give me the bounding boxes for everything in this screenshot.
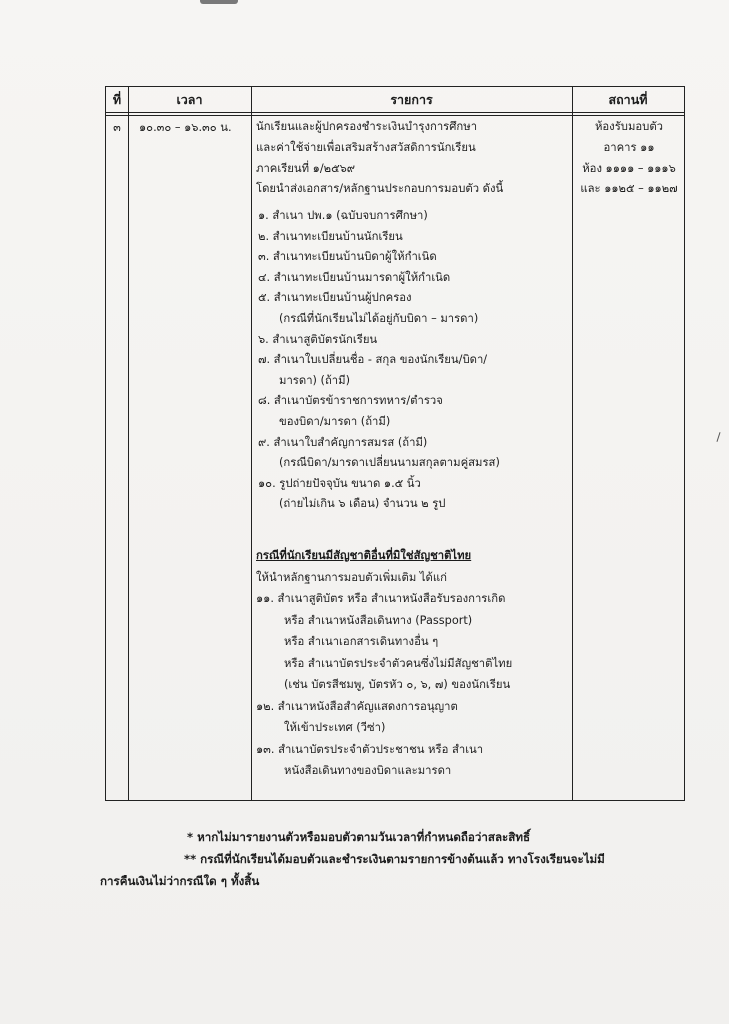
- document-item: ๓. สำเนาทะเบียนบ้านบิดาผู้ให้กำเนิด: [258, 250, 437, 264]
- header-items: รายการ: [390, 92, 433, 107]
- header-time: เวลา: [176, 92, 203, 107]
- foreign-item-cont: (เช่น บัตรสีชมพู, บัตรหัว ๐, ๖, ๗) ของนักเรียน: [284, 678, 511, 692]
- col-divider-2: [251, 87, 252, 800]
- header-place: สถานที่: [608, 92, 648, 107]
- document-item-note: (ถ่ายไม่เกิน ๖ เดือน) จำนวน ๒ รูป: [279, 497, 446, 511]
- place-line: และ ๑๑๒๕ – ๑๑๒๗: [580, 182, 678, 196]
- row-description: [256, 117, 576, 200]
- footnote-refund-cont: การคืนเงินไม่ว่ากรณีใด ๆ ทั้งสิ้น: [100, 874, 260, 888]
- foreign-item-cont: หรือ สำเนาหนังสือเดินทาง (Passport): [284, 613, 473, 627]
- document-item: ๑. สำเนา ปพ.๑ (ฉบับจบการศึกษา): [258, 209, 428, 222]
- footnotes: [100, 826, 700, 892]
- description-line: นักเรียนและผู้ปกครองชำระเงินบำรุงการศึกษา: [256, 120, 478, 133]
- document-item: ๔. สำเนาทะเบียนบ้านมารดาผู้ให้กำเนิด: [258, 270, 451, 284]
- footnote-refund: ** กรณีที่นักเรียนได้มอบตัวและชำระเงินตามรายการข้างต้นแล้ว ทางโรงเรียนจะไม่มี: [184, 852, 605, 866]
- footnote-forfeit: * หากไม่มารายงานตัวหรือมอบตัวตามวันเวลาที่กำหนดถือว่าสละสิทธิ์: [187, 830, 531, 844]
- document-item: ๒. สำเนาทะเบียนบ้านนักเรียน: [258, 229, 403, 243]
- foreign-item: ๑๑. สำเนาสูติบัตร หรือ สำเนาหนังสือรับรองการเกิด: [256, 592, 506, 606]
- schedule-table: [105, 86, 685, 801]
- foreign-student-section: [256, 546, 586, 782]
- place-line: ห้องรับมอบตัว: [594, 120, 664, 133]
- document-item-note: (กรณีที่นักเรียนไม่ได้อยู่กับบิดา – มารดา): [279, 311, 479, 325]
- document-item: ๕. สำเนาทะเบียนบ้านผู้ปกครอง: [258, 291, 412, 305]
- foreign-item-cont: หรือ สำเนาบัตรประจำตัวคนซึ่งไม่มีสัญชาติไทย: [284, 656, 513, 670]
- document-list: [256, 206, 586, 515]
- foreign-item-cont: หรือ สำเนาเอกสารเดินทางอื่น ๆ: [284, 635, 439, 649]
- document-item: ๑๐. รูปถ่ายปัจจุบัน ขนาด ๑.๕ นิ้ว: [258, 476, 421, 490]
- foreign-item-cont: หนังสือเดินทางของบิดาและมารดา: [284, 764, 452, 778]
- document-item-note: ของบิดา/มารดา (ถ้ามี): [279, 414, 391, 428]
- row-place: [574, 117, 684, 200]
- foreign-heading: กรณีที่นักเรียนมีสัญชาติอื่นที่มิใช่สัญชาติไทย: [256, 549, 472, 562]
- document-item-note: มารดา) (ถ้ามี): [279, 373, 350, 387]
- foreign-item: ๑๓. สำเนาบัตรประจำตัวประชาชน หรือ สำเนา: [256, 742, 484, 756]
- place-line: อาคาร ๑๑: [603, 140, 655, 154]
- document-item-note: (กรณีบิดา/มารดาเปลี่ยนนามสกุลตามคู่สมรส): [279, 456, 500, 470]
- description-line: และค่าใช้จ่ายเพื่อเสริมสร้างสวัสดิการนักเรียน: [256, 140, 476, 154]
- row-time: ๑๐.๓๐ – ๑๖.๓๐ น.: [139, 121, 232, 134]
- scan-mark-side: [716, 432, 720, 442]
- col-divider-1: [128, 87, 129, 800]
- scan-mark-top: [200, 0, 238, 4]
- header-no: ที่: [112, 92, 122, 107]
- document-item: ๙. สำเนาใบสำคัญการสมรส (ถ้ามี): [258, 435, 428, 449]
- document-item: ๘. สำเนาบัตรข้าราชการทหาร/ตำรวจ: [258, 394, 443, 408]
- row-number: ๓: [113, 121, 121, 134]
- description-line: ภาคเรียนที่ ๑/๒๕๖๙: [256, 161, 356, 175]
- foreign-item: ๑๒. สำเนาหนังสือสำคัญแสดงการอนุญาต: [256, 699, 458, 713]
- foreign-intro: ให้นำหลักฐานการมอบตัวเพิ่มเติม ได้แก่: [256, 570, 447, 584]
- header-divider-second: [106, 115, 684, 116]
- document-item: ๗. สำเนาใบเปลี่ยนชื่อ - สกุล ของนักเรียน/บิดา/: [258, 353, 488, 367]
- document-item: ๖. สำเนาสูติบัตรนักเรียน: [258, 332, 378, 346]
- description-line: โดยนำส่งเอกสาร/หลักฐานประกอบการมอบตัว ดังนี้: [256, 182, 504, 196]
- foreign-item-cont: ให้เข้าประเทศ (วีซ่า): [284, 721, 386, 735]
- place-line: ห้อง ๑๑๑๑ – ๑๑๑๖: [582, 161, 676, 175]
